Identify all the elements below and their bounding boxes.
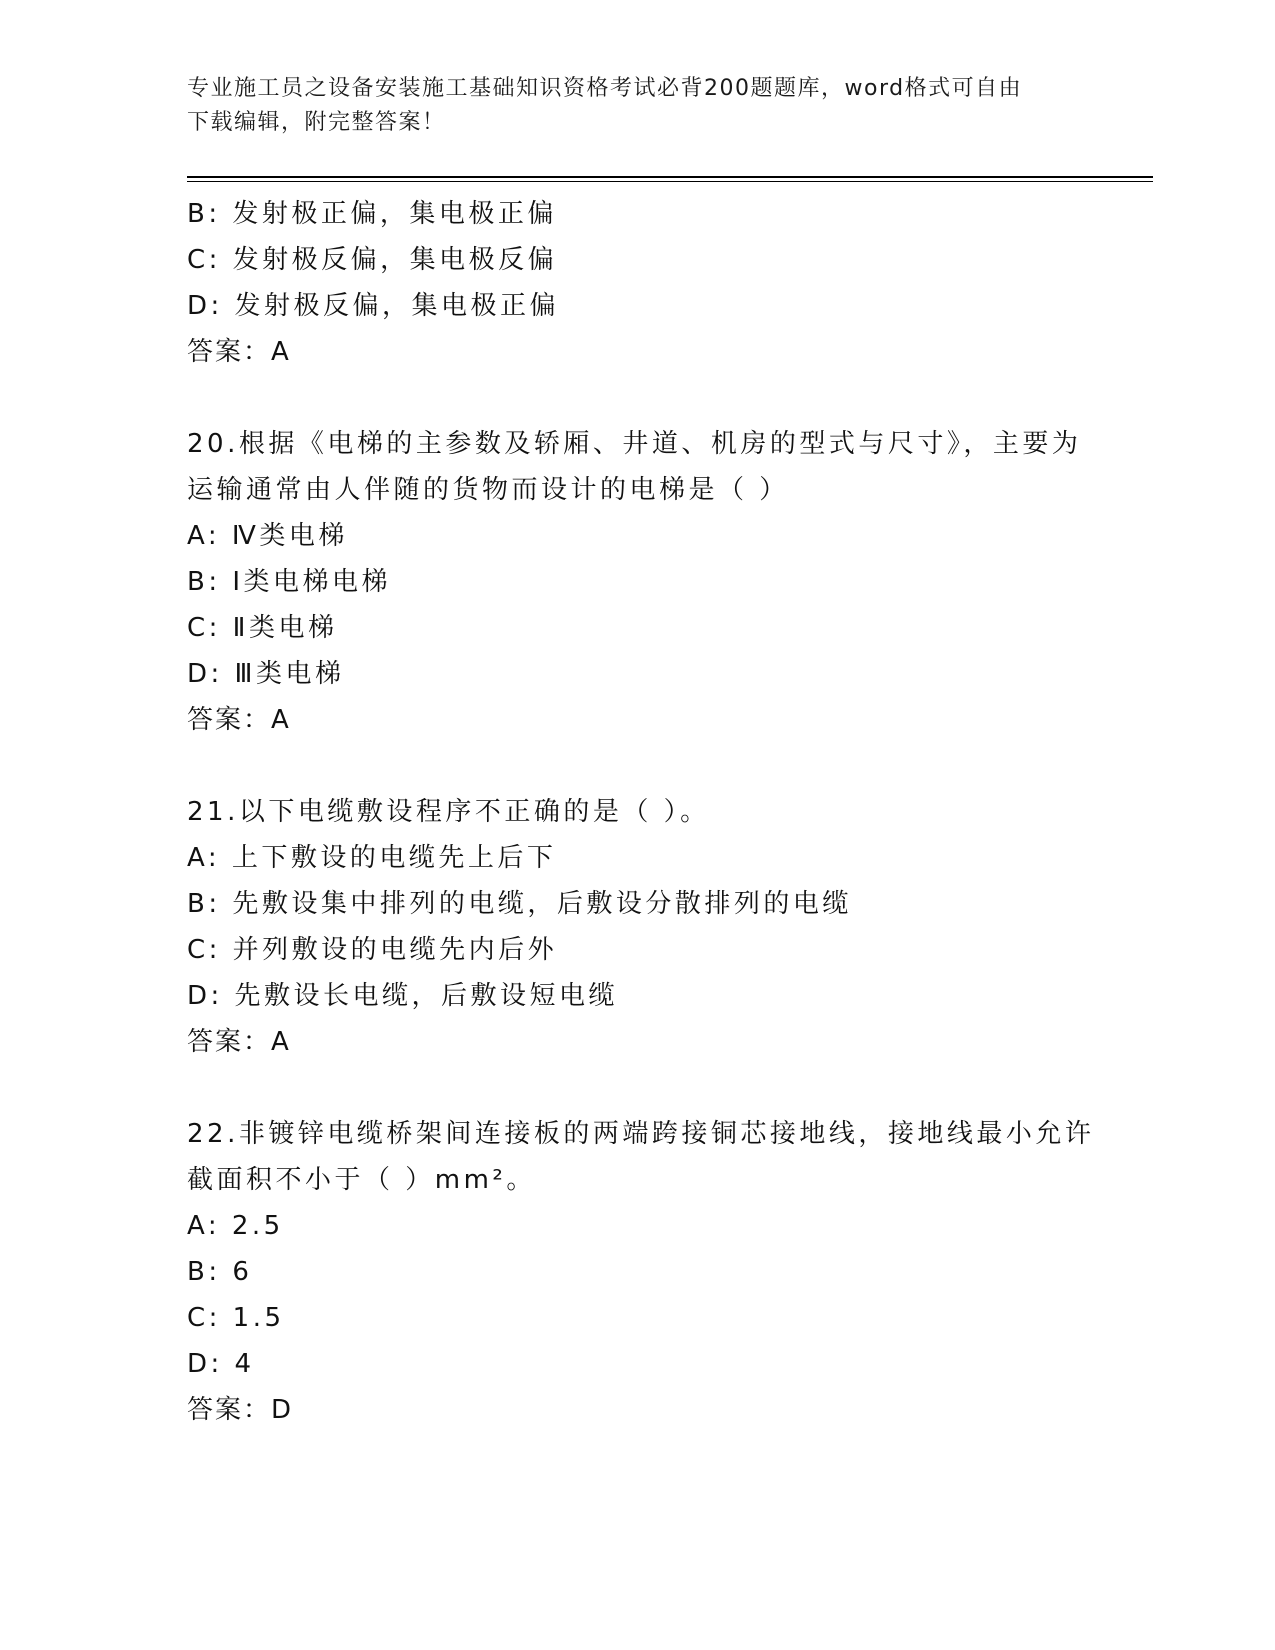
q22-stem-line-2: 截面积不小于（ ）mm²。: [187, 1165, 536, 1195]
q21-option-a: A: 上下敷设的电缆先上后下: [187, 843, 557, 873]
q19-option-c: C: 发射极反偏，集电极反偏: [187, 245, 558, 275]
q20-answer: 答案：A: [187, 705, 291, 735]
q21-stem-line-1: 21.以下电缆敷设程序不正确的是（ ）。: [187, 797, 710, 827]
q20-stem-line-2: 运输通常由人伴随的货物而设计的电梯是（ ）: [187, 475, 789, 505]
q22-option-c: C: 1.5: [187, 1303, 285, 1333]
question-20: [187, 421, 1087, 743]
q19-option-b: B: 发射极正偏，集电极正偏: [187, 199, 557, 229]
page-header: [187, 72, 1067, 140]
q22-stem-line-1: 22.非镀锌电缆桥架间连接板的两端跨接铜芯接地线，接地线最小允许: [187, 1119, 1095, 1149]
header-divider-thick: [187, 176, 1153, 178]
header-divider-thin: [187, 181, 1153, 182]
q20-option-d: D: Ⅲ类电梯: [187, 659, 345, 689]
q19-answer: 答案：A: [187, 337, 291, 367]
question-19: [187, 191, 1087, 375]
spacer: [187, 743, 1087, 789]
q22-option-d: D: 4: [187, 1349, 255, 1379]
header-line-2: 下载编辑，附完整答案！: [187, 110, 446, 135]
question-list: [187, 191, 1095, 1433]
question-22: [187, 1111, 1095, 1433]
header-line-1: 专业施工员之设备安装施工基础知识资格考试必背200题题库，word格式可自由: [187, 76, 1023, 101]
q22-answer: 答案：D: [187, 1395, 294, 1425]
q20-option-b: B: Ⅰ类电梯电梯: [187, 567, 392, 597]
q21-option-c: C: 并列敷设的电缆先内后外: [187, 935, 558, 965]
question-21: [187, 789, 1087, 1065]
q22-option-a: A: 2.5: [187, 1211, 284, 1241]
q20-option-c: C: Ⅱ类电梯: [187, 613, 338, 643]
spacer: [187, 375, 1087, 421]
q19-option-d: D: 发射极反偏，集电极正偏: [187, 291, 560, 321]
q20-stem-line-1: 20.根据《电梯的主参数及轿厢、井道、机房的型式与尺寸》，主要为: [187, 429, 1082, 459]
spacer: [187, 1065, 1087, 1111]
q21-answer: 答案：A: [187, 1027, 291, 1057]
q21-option-b: B: 先敷设集中排列的电缆，后敷设分散排列的电缆: [187, 889, 852, 919]
q22-option-b: B: 6: [187, 1257, 253, 1287]
q21-option-d: D: 先敷设长电缆，后敷设短电缆: [187, 981, 619, 1011]
q20-option-a: A: Ⅳ类电梯: [187, 521, 348, 551]
